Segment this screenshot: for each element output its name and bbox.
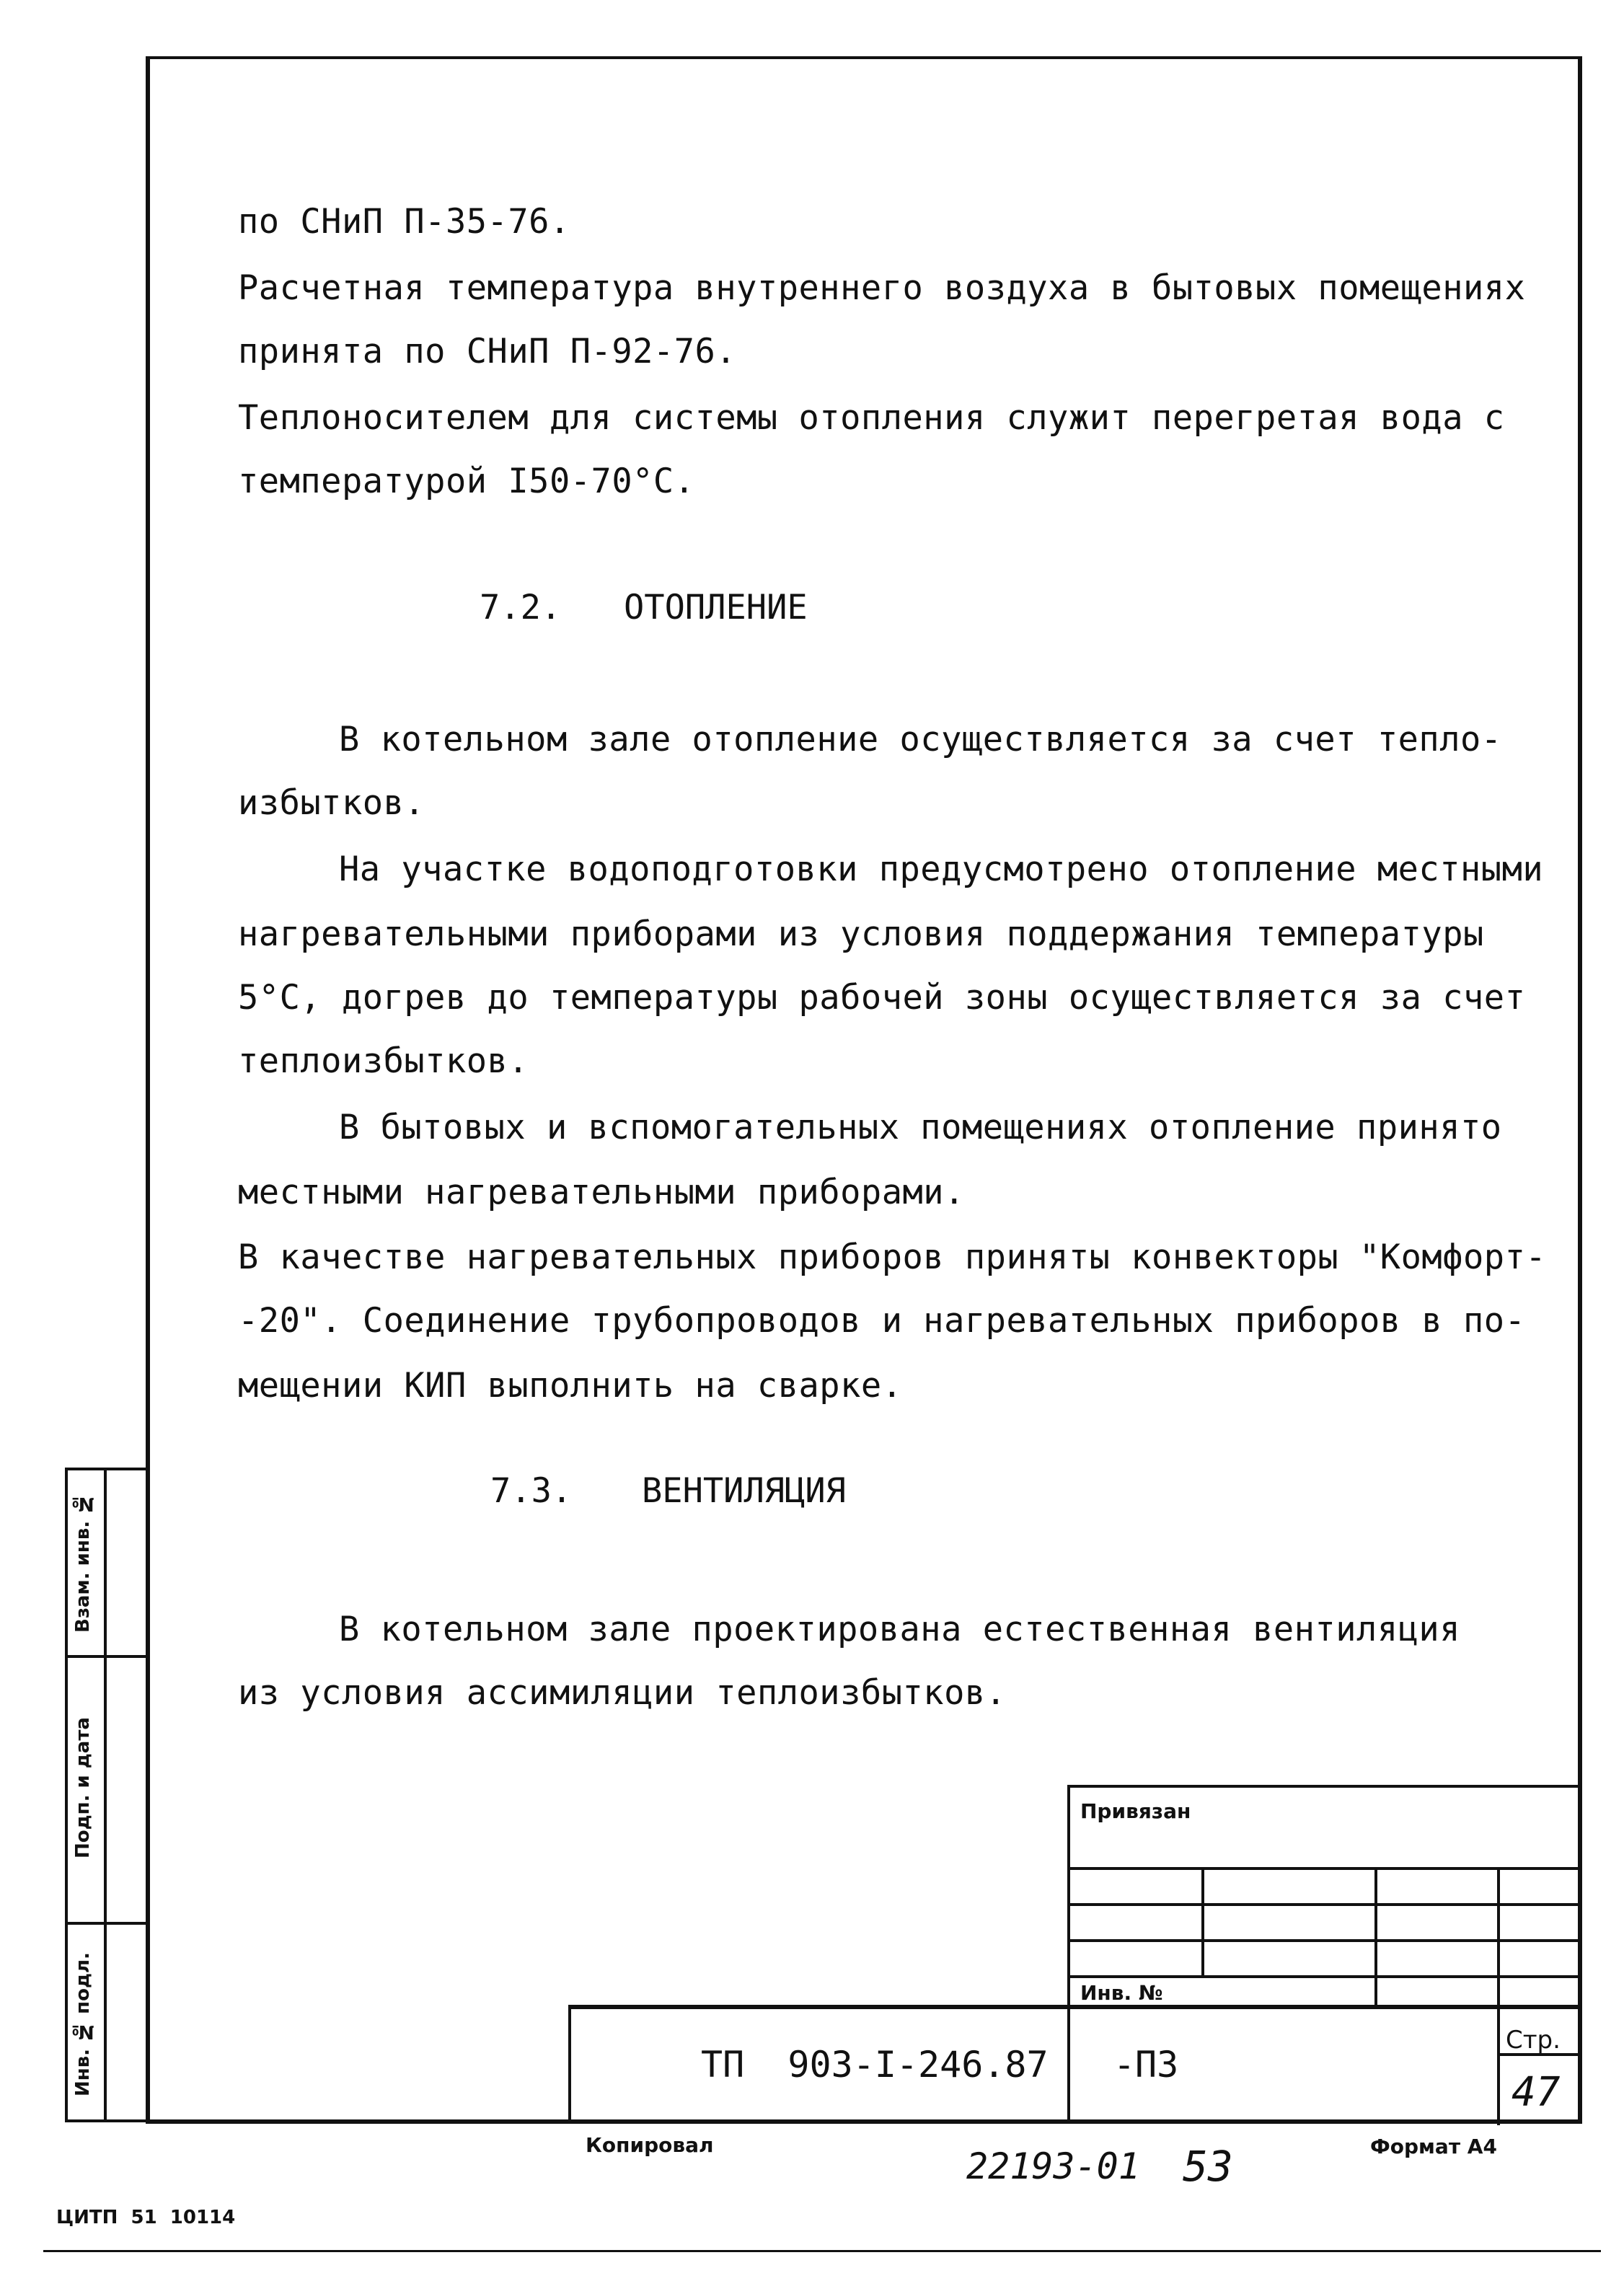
- frame-bottom-line: [146, 2119, 1582, 2124]
- text-line: -20". Соединение трубопроводов и нагревательных приборов в по-: [238, 1301, 1526, 1341]
- grid-line: [1070, 1867, 1582, 1870]
- text-line: мещении КИП выполнить на сварке.: [238, 1366, 903, 1406]
- page-number: 47: [1512, 2069, 1561, 2116]
- section-heading-heating: [480, 588, 808, 627]
- section-title: ОТОПЛЕНИЕ: [624, 588, 808, 627]
- text-line: 5°С, догрев до температуры рабочей зоны осуществляется за счет: [238, 978, 1526, 1018]
- margin-divider: [68, 1922, 149, 1925]
- section-number: 7.2.: [480, 588, 562, 627]
- text-line: В котельном зале проектирована естественная вентиляция: [339, 1610, 1461, 1649]
- print-margin-line: [43, 2250, 1601, 2252]
- text-line: В качестве нагревательных приборов приняты конвекторы "Комфорт-: [238, 1237, 1547, 1277]
- printer-code: ЦИТП 51 10114: [56, 2207, 236, 2228]
- kopiroval-label: Копировал: [586, 2133, 714, 2157]
- grid-line: [1374, 1867, 1377, 2008]
- podp-data-label: Подп. и дата: [72, 1717, 94, 1858]
- grid-line: [1070, 1975, 1582, 1978]
- text-line: Расчетная температура внутреннего воздуха в бытовых помещениях: [238, 268, 1526, 308]
- text-line: В бытовых и вспомогательных помещениях отопление принято: [339, 1108, 1502, 1147]
- text-line: теплоизбытков.: [238, 1041, 529, 1081]
- margin-stamp: [65, 1468, 146, 2122]
- text-line: На участке водоподготовки предусмотрено отопление местными: [339, 850, 1544, 889]
- inv-no-label: Инв. №: [1080, 1981, 1163, 2005]
- order-number: 22193-01: [966, 2145, 1140, 2187]
- sheet-number: 53: [1183, 2142, 1233, 2191]
- section-number: 7.3.: [490, 1471, 573, 1511]
- privyazan-label: Привязан: [1080, 1799, 1191, 1823]
- text-line: нагревательными приборами из условия поддержания температуры: [238, 914, 1484, 954]
- grid-line: [1201, 1867, 1204, 1975]
- section-heading-ventilation: [490, 1471, 846, 1511]
- grid-line: [1070, 1939, 1582, 1942]
- title-block-main: [568, 2005, 1582, 2122]
- text-line: температурой I50-70°С.: [238, 462, 695, 501]
- margin-divider: [68, 1655, 149, 1658]
- text-line: принята по СНиП П-92-76.: [238, 332, 737, 371]
- text-line: местными нагревательными приборами.: [238, 1173, 965, 1212]
- inv-podl-label: Инв. № подл.: [72, 1952, 94, 2096]
- text-line: избытков.: [238, 783, 425, 823]
- page-label: Стр.: [1506, 2026, 1561, 2055]
- margin-divider: [104, 1470, 107, 2119]
- document-designation: ТП 903-I-246.87 -ПЗ: [701, 2044, 1179, 2086]
- text-line: В котельном зале отопление осуществляется за счет тепло-: [339, 720, 1502, 759]
- grid-line: [1070, 1903, 1582, 1906]
- text-line: из условия ассимиляции теплоизбытков.: [238, 1673, 1007, 1713]
- text-line: по СНиП П-35-76.: [238, 202, 570, 242]
- text-line: Теплоносителем для системы отопления служит перегретая вода с: [238, 398, 1505, 438]
- format-label: Формат А4: [1370, 2135, 1497, 2158]
- section-title: ВЕНТИЛЯЦИЯ: [642, 1471, 846, 1511]
- vzam-inv-label: Взам. инв. №: [72, 1492, 94, 1633]
